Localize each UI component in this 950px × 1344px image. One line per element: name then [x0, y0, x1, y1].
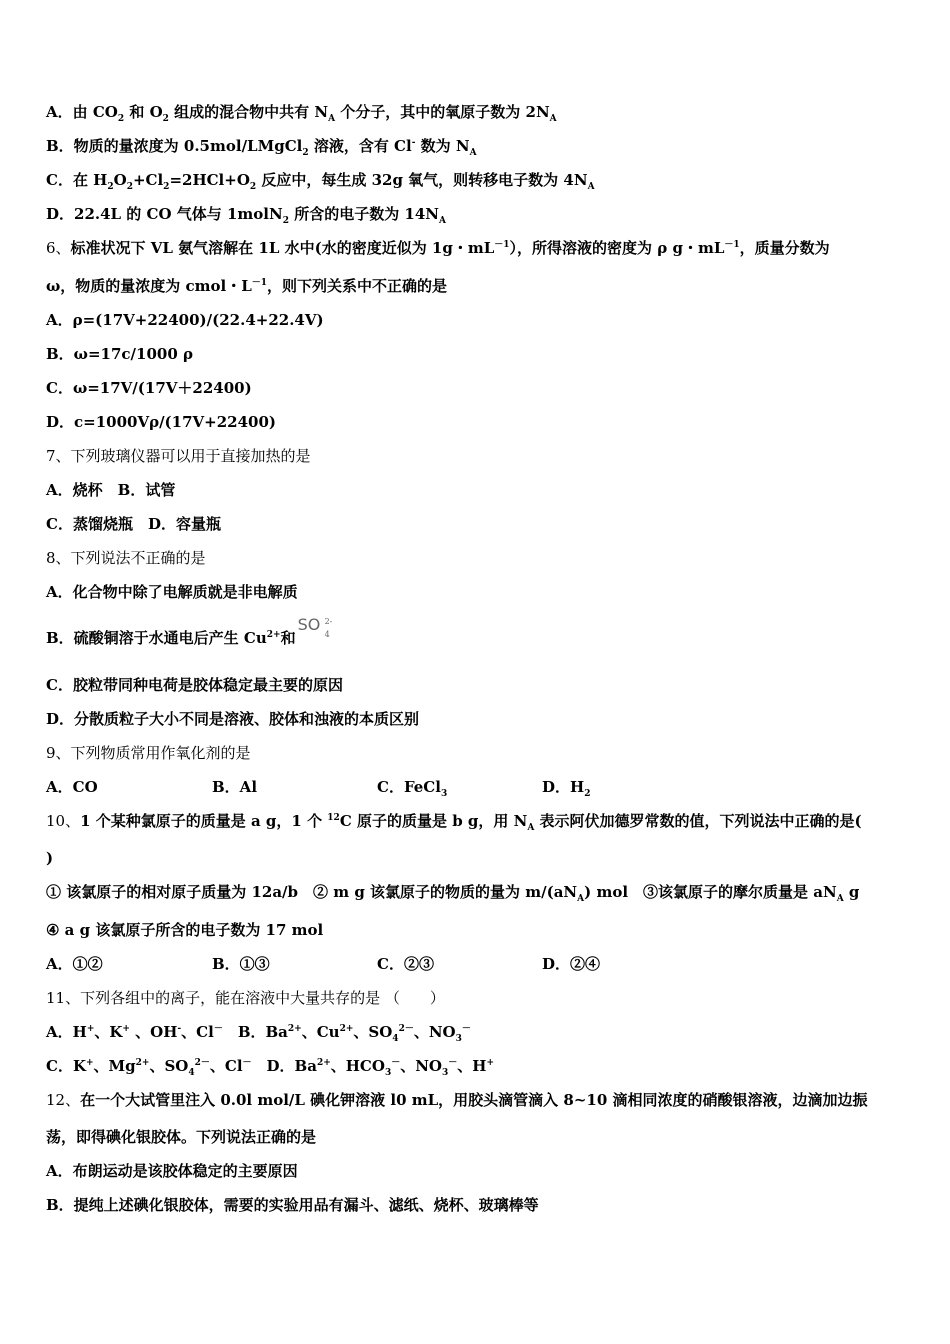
q9-option-d: D．$H_2$ [542, 778, 591, 799]
q10-stem-line-2: ) [46, 849, 54, 867]
q5-option-b: B．物质的量浓度为 0.5mol/LMgCl$_2$ 溶液，含有 Cl- 数为 $N_A$ [46, 137, 477, 158]
q7-options-cd: C．蒸馏烧瓶 D．容量瓶 [46, 515, 221, 533]
q12-stem-line-1: 12、在一个大试管里注入 0.0l mol/L 碘化钾溶液 l0 mL，用胶头滴管滴入 8~10 滴相同浓度的硝酸银溶液，边滴加边振 [46, 1091, 868, 1109]
q12-option-a: A．布朗运动是该胶体稳定的主要原因 [46, 1162, 298, 1180]
q8-stem: 8、下列说法不正确的是 [46, 549, 206, 567]
q6-option-b: B．ω=17c/1000 ρ [46, 345, 193, 363]
q10-option-b: B．①③ [212, 955, 270, 973]
q8-option-b: B．硫酸铜溶于水通电后产生 $Cu^{2+}$和 SO 2- 4 [46, 628, 336, 649]
q6-stem-line-1: 6、标准状况下 VL 氨气溶解在 1L 水中(水的密度近似为 1g・$mL^{-1}$），所得溶液的密度为 ρ g・$mL^{-1}$，质量分数为 [46, 239, 830, 257]
q7-stem: 7、下列玻璃仪器可以用于直接加热的是 [46, 447, 311, 465]
q9-options [46, 777, 906, 797]
q6-option-a: A．ρ=(17V+22400)/(22.4+22.4V) [46, 311, 324, 329]
q8-option-c: C．胶粒带同种电荷是胶体稳定最主要的原因 [46, 676, 343, 694]
q10-stem-line-1: 10、1 个某种氯原子的质量是 a g，1 个 $^{12}$C 原子的质量是 b g，用 $N_A$ 表示阿伏加德罗常数的值，下列说法中正确的是( [46, 812, 862, 833]
q10-option-d: D．②④ [542, 955, 601, 973]
q9-stem: 9、下列物质常用作氧化剂的是 [46, 744, 251, 762]
q12-option-b: B．提纯上述碘化银胶体，需要的实验用品有漏斗、滤纸、烧杯、玻璃棒等 [46, 1196, 539, 1214]
q12-stem-line-2: 荡，即得碘化银胶体。下列说法正确的是 [46, 1128, 317, 1146]
q5-option-c: C．在 $H_2O_2+Cl_2=2HCl+O_2$ 反应中，每生成 32g 氧气，则转移电子数为 $4N_A$ [46, 171, 595, 192]
q10-statements-2: ④ a g 该氯原子所含的电子数为 17 mol [46, 921, 324, 939]
sulfate-ion-formula: SO 2- 4 [297, 615, 333, 639]
q10-option-c: C．②③ [377, 955, 434, 973]
q10-options [46, 954, 906, 974]
q8-option-a: A．化合物中除了电解质就是非电解质 [46, 583, 298, 601]
q11-options-cd: C．K+、$Mg^{2+}$、$SO_4^{2-}$、Cl－ D．$Ba^{2+}$、$HCO_3^-$、$NO_3^-$、H+ [46, 1057, 495, 1078]
q6-stem-line-2: ω，物质的量浓度为 cmol・$L^{-1}$，则下列关系中不正确的是 [46, 277, 448, 295]
q5-option-d: D．22.4L 的 CO 气体与 1molN$_2$ 所含的电子数为 $14N_A$ [46, 205, 446, 226]
q7-options-ab: A．烧杯 B．试管 [46, 481, 176, 499]
q10-statements-1: ① 该氯原子的相对原子质量为 12a/b ② m g 该氯原子的物质的量为 $m/(aN_A)$ mol ③该氯原子的摩尔质量是 $aN_A$ g [46, 883, 860, 904]
q10-option-a: A．①② [46, 955, 103, 973]
q6-option-c: C．ω=17V/(17V＋22400) [46, 379, 252, 397]
q5-option-a: A．由 $CO_2$ 和 $O_2$ 组成的混合物中共有 $N_A$ 个分子，其中的氧原子数为 $2N_A$ [46, 103, 557, 124]
q9-option-c: C．FeCl$_3$ [377, 778, 448, 799]
q9-option-b: B．Al [212, 778, 258, 796]
q6-option-d: D．c=1000Vρ/(17V+22400) [46, 413, 277, 431]
q11-stem: 11、下列各组中的离子，能在溶液中大量共存的是 （ ） [46, 989, 445, 1007]
q9-option-a: A．CO [46, 778, 98, 796]
q8-option-d: D．分散质粒子大小不同是溶液、胶体和浊液的本质区别 [46, 710, 420, 728]
q11-options-ab: A．H+、K+ 、OH-、Cl－ B．$Ba^{2+}$、$Cu^{2+}$、$SO_4^{2-}$、$NO_3^-$ [46, 1023, 471, 1044]
